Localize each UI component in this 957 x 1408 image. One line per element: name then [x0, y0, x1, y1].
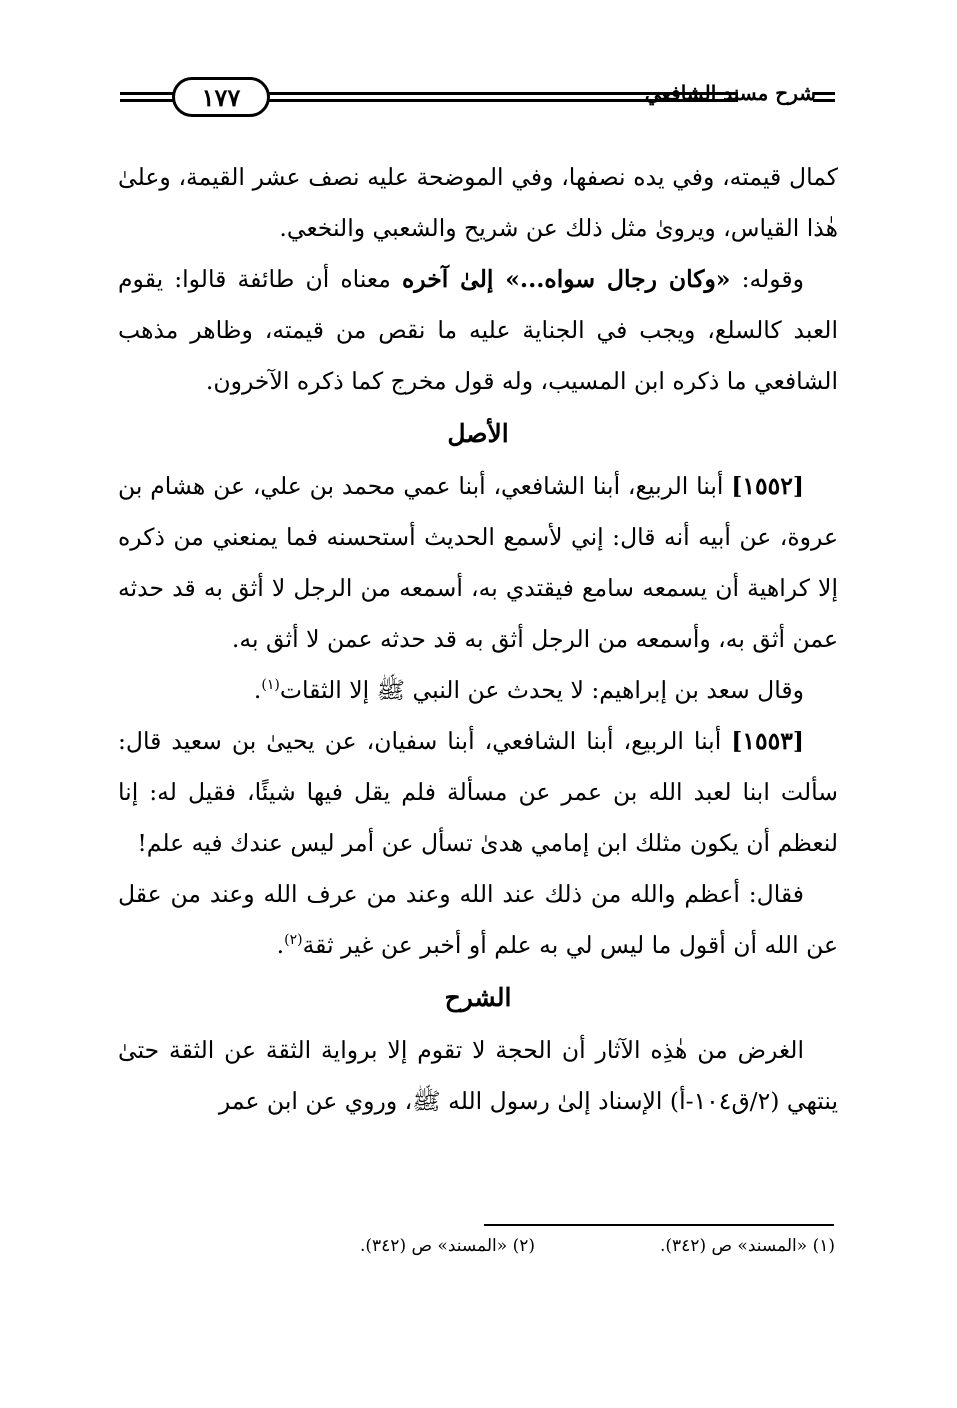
saad-statement	[118, 665, 838, 716]
footnote-separator	[484, 1224, 834, 1226]
hadith-number-1552: [١٥٥٢]	[731, 472, 804, 500]
paragraph-2-lead: وقوله:	[730, 265, 804, 293]
faqal-statement	[118, 869, 838, 971]
hadith-1553	[118, 716, 838, 869]
page-number: ١٧٧	[172, 77, 270, 117]
running-title: شرح مسند الشافعي	[644, 81, 816, 105]
main-text	[118, 152, 838, 1127]
faqal-text: فقال: أعظم والله من ذلك عند الله وعند من عرف الله وعند من عقل عن الله أن أقول ما ليس لي به علم أو أخبر عن غير ثقة	[118, 880, 838, 959]
hadith-number-1553: [١٥٥٣]	[731, 727, 804, 755]
footnote-ref-2[interactable]: (٢)	[284, 932, 303, 949]
saad-end: .	[253, 676, 262, 704]
quoted-phrase: «وكان رجال سواه...» إلىٰ آخره	[401, 265, 731, 293]
paragraph-2-rest: معناه أن طائفة قالوا: يقوم العبد كالسلع، ويجب في الجناية عليه ما نقص من قيمته، وظاهر مذهب الشافعي ما ذكره ابن المسيب، وله قول مخرج كما ذكره الآخرون.	[118, 265, 838, 395]
section-heading-sharh: الشرح	[444, 983, 512, 1012]
paragraph-1: كمال قيمته، وفي يده نصفها، وفي الموضحة عليه نصف عشر القيمة، وعلىٰ هٰذا القياس، ويروىٰ مثل ذلك عن شريح والشعبي والنخعي.	[118, 163, 838, 242]
footnotes	[250, 1236, 835, 1266]
hadith-1553-text: أبنا الربيع، أبنا الشافعي، أبنا سفيان، عن يحيىٰ بن سعيد قال: سألت ابنا لعبد الله بن عمر عن مسألة فلم يقل فيها شيئًا، فقيل له: إنا لنعظم أن يكون مثلك ابن إمامي هدىٰ تسأل عن أمر ليس عندك فيه علم!	[118, 727, 838, 857]
footnote-1: (١) «المسند» ص (٣٤٢).	[659, 1236, 835, 1256]
saad-text: وقال سعد بن إبراهيم: لا يحدث عن النبي ﷺ إلا الثقات	[279, 676, 804, 704]
section-heading-asl: الأصل	[447, 419, 509, 448]
footnote-ref-1[interactable]: (١)	[261, 677, 280, 694]
hadith-1552	[118, 461, 838, 665]
paragraph-2	[118, 254, 838, 407]
running-header	[120, 72, 835, 124]
hadith-1552-text: أبنا الربيع، أبنا الشافعي، أبنا عمي محمد بن علي، عن هشام بن عروة، عن أبيه أنه قال: إني لأسمع الحديث أستحسنه فما يمنعني من ذكره إلا كراهية أن يسمعه سامع فيقتدي به، أسمعه من الرجل لا أثق به قد حدثه عمن أثق به، وأسمعه من الرجل أثق به قد حدثه عمن لا أثق به.	[118, 472, 838, 653]
footnote-2: (٢) «المسند» ص (٣٤٢).	[359, 1236, 535, 1256]
header-rule-right	[813, 92, 835, 102]
faqal-end: .	[276, 931, 285, 959]
sharh-paragraph: الغرض من هٰذِه الآثار أن الحجة لا تقوم إلا برواية الثقة عن الثقة حتىٰ ينتهي (٢/ق١٠٤-أ) الإسناد إلىٰ رسول الله ﷺ، وروي عن ابن عمر	[118, 1036, 838, 1115]
